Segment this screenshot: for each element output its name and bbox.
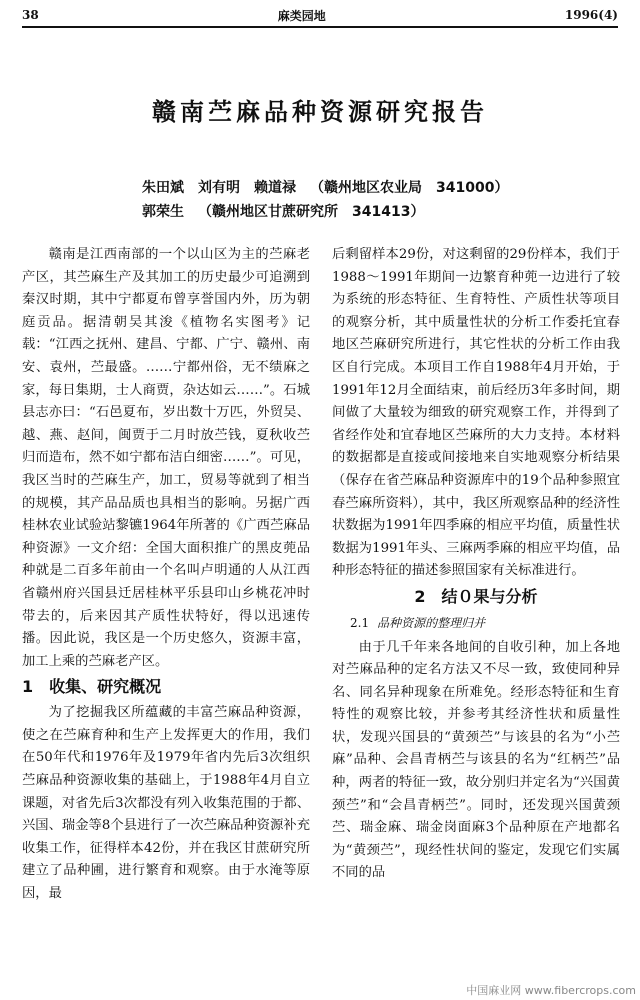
- section-1-paragraph: 为了挖掘我区所蕴藏的丰富苎麻品种资源，使之在苎麻育种和生产上发挥更大的作用，我们在50年代和1976年及1979年省内先后3次组织苎麻品种资源收集的基础上，于1988年4月自立课题，对省先后3次都没有列入收集范围的于都、兴国、瑞金等8个县进行了一次苎麻品种资源补充收集工作，征得样本42份，并在我区甘蔗研究所建立了品种圃，进行繁育和观察。由于水淹等原因，最: [22, 705, 310, 902]
- author-affiliation-1: （赣州地区农业局 341000）: [310, 180, 509, 196]
- article-title: 赣南苎麻品种资源研究报告: [152, 97, 488, 126]
- section-1-heading: 1 收集、研究概况: [22, 677, 162, 697]
- intro-paragraph: 赣南是江西南部的一个以山区为主的苎麻老产区，其苎麻生产及其加工的历史最少可追溯到秦汉时期，其中宁都夏布曾享誉国内外，历为朝庭贡品。据清朝吴其浚《植物名实图考》记载：“江西之抚州、建昌、宁都、广宁、赣州、南安、袁州，苎最盛。……宁都州俗，无不绩麻之家，每日集期，士人商贾，杂达如云……”。石城县志亦曰：“石邑夏布，岁出数十万匹，外贸吴、越、燕、赵间，闽贾于二月时放苎钱，夏秋收苎归而造布，然不如宁都布洁白细密……”。可见，我区当时的苎麻生产，加工，贸易等就到了相当的规模，其产品品质也具相当的影响。另据广西桂林农业试验站黎镳1964年所著的《广西苎麻品种资源》一文介绍：全国大面积推广的黑皮蔸品种就是二百多年前由一个名叫卢明通的人从江西省赣州府兴国县迁居桂林平乐县印山乡桃花冲时带去的，后来因其产质性状特好，得以迅速传播。因此说，我区是一个历史悠久，资源丰富，加工上乘的苎麻老产区。: [22, 247, 310, 669]
- running-header: [22, 4, 618, 28]
- author-line-2: [142, 200, 508, 224]
- subsection-title: 品种资源的整理归并: [377, 615, 486, 630]
- left-column: [22, 244, 310, 906]
- continued-paragraph: 后剩留样本29份，对这剩留的29份样本，我们于1988～1991年期间一边繁育种蔸一边进行了较为系统的形态特征、生育特性、产质性状等项目的观察分析，其中质量性状的分析工作委托宜春地区苎麻研究所进行，其它性状的分析工作由我区自行完成。本项目工作自1988年4月开始，于1991年12月全面结束，前后经历3年多时间，期间做了大量较为细致的研究观察工作，并得到了省经作处和宜春地区苎麻所的大力支持。本材料的数据都是直接或间接地来自实地观察分析结果（保存在省苎麻品种资源库中的19个品种参照宜春苎麻所资料），其中，我区所观察品种的经济性状数据为1991年四季麻的相应平均值，质量性状数据为1991年头、三麻两季麻的相应平均值，品种形态特征的描述参照国家有关标准进行。: [332, 247, 620, 579]
- subsection-number: 2.1: [350, 615, 370, 630]
- right-column: [332, 244, 620, 885]
- author-line-1: [142, 176, 508, 200]
- author-names-1: 朱田斌 刘有明 赖道禄: [142, 180, 296, 196]
- page-number: 38: [22, 8, 39, 22]
- author-names-2: 郭荣生: [142, 204, 184, 220]
- subsection-2-1-heading: [350, 612, 620, 635]
- section-2-heading: 2 结０果与分析: [414, 586, 538, 606]
- journal-name: 麻类园地: [277, 8, 326, 23]
- section-2-paragraph: 由于几千年来各地间的自收引种，加上各地对苎麻品种的定名方法又不尽一致，致使同种异名、同名异种现象在所难免。经形态特征和生育特性的观察比较，并参考其经济性状和质量性状，发现兴国县的“黄颈苎”与该县的名为“小苎麻”品种、会昌青柄苎与该县的名为“红柄苎”品种，两者的特征一致，故分别归并定名为“兴国黄颈苎”和“会昌青柄苎”。同时，还发现兴国黄颈苎、瑞金麻、瑞金岗面麻3个品种原在产地都名为“黄颈苎”，现经性状间的鉴定，发现它们实属不同的品: [332, 639, 620, 881]
- author-affiliation-2: （赣州地区甘蔗研究所 341413）: [198, 204, 425, 220]
- issue-number: 1996(4): [564, 8, 618, 22]
- watermark: 中国麻业网 www.fibercrops.com: [466, 984, 636, 997]
- author-block: [142, 176, 508, 224]
